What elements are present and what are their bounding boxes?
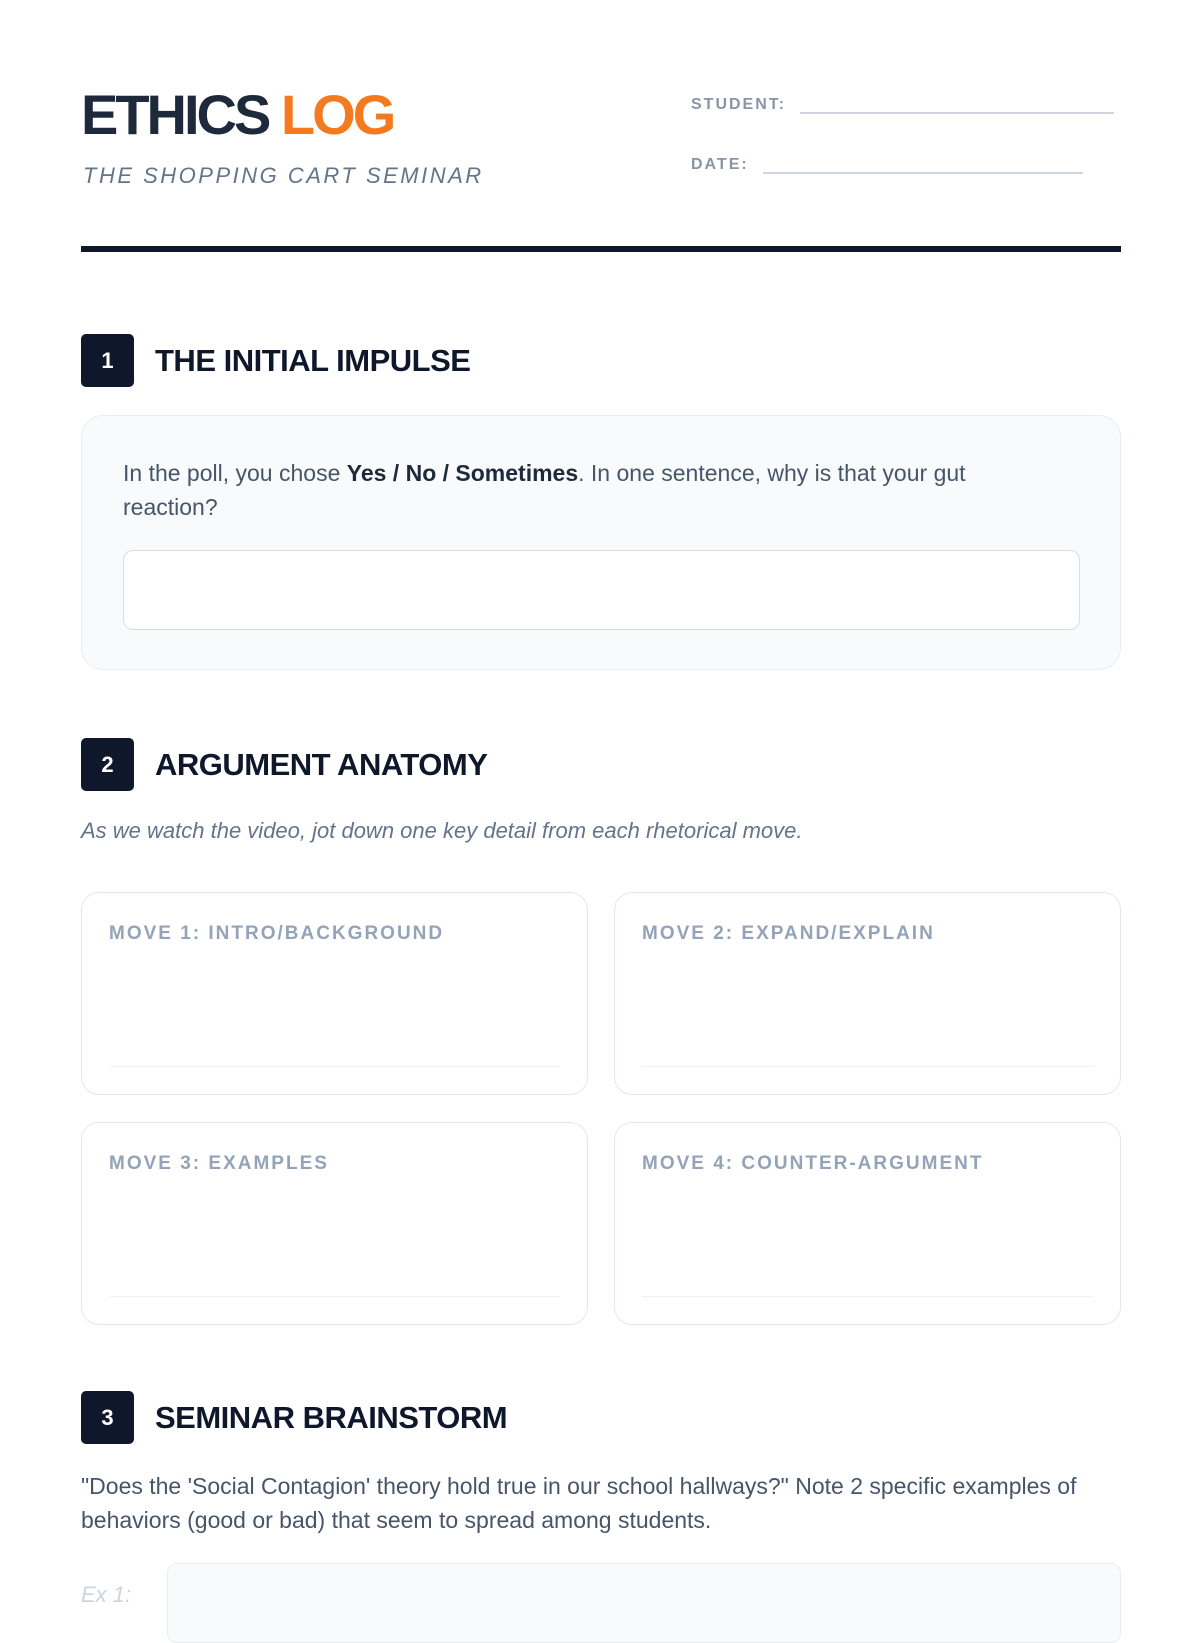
worksheet-subtitle: THE SHOPPING CART SEMINAR xyxy=(83,163,484,188)
move-2-label: MOVE 2: EXPAND/EXPLAIN xyxy=(642,923,935,944)
move-2-card[interactable] xyxy=(614,892,1121,1095)
worksheet-page xyxy=(81,0,1121,1607)
move-3-writing-line xyxy=(109,1296,560,1297)
section-1-title: THE INITIAL IMPULSE xyxy=(155,342,471,378)
gut-reaction-input[interactable] xyxy=(123,550,1080,630)
student-label: STUDENT: xyxy=(691,96,787,113)
section-3-heading xyxy=(81,1391,507,1444)
move-3-card[interactable] xyxy=(81,1122,588,1325)
date-label: DATE: xyxy=(691,156,749,173)
section-3-number: 3 xyxy=(81,1391,134,1444)
section-1-heading xyxy=(81,334,470,387)
move-2-writing-line xyxy=(642,1066,1093,1067)
section-2-title: ARGUMENT ANATOMY xyxy=(155,746,488,782)
worksheet-title xyxy=(81,80,393,150)
move-1-label: MOVE 1: INTRO/BACKGROUND xyxy=(109,923,445,944)
example-1-label: Ex 1: xyxy=(81,1582,132,1607)
title-ethics: ETHICS xyxy=(81,83,269,146)
header-divider xyxy=(81,246,1121,252)
initial-impulse-card xyxy=(81,415,1121,670)
date-line[interactable] xyxy=(763,152,1083,174)
move-4-card[interactable] xyxy=(614,1122,1121,1325)
example-1-input[interactable] xyxy=(167,1563,1121,1643)
title-log: LOG xyxy=(280,83,394,146)
move-3-label: MOVE 3: EXAMPLES xyxy=(109,1153,329,1174)
move-1-card[interactable] xyxy=(81,892,588,1095)
move-4-writing-line xyxy=(642,1296,1093,1297)
brainstorm-prompt: "Does the 'Social Contagion' theory hold true in our school hallways?" Note 2 specific examples of behaviors (good or bad) that seem to spread among students. xyxy=(81,1473,1077,1533)
student-field[interactable] xyxy=(691,92,1114,114)
poll-prompt-start: In the poll, you chose xyxy=(123,460,347,486)
move-1-writing-line xyxy=(109,1066,560,1067)
poll-choices: Yes / No / Sometimes xyxy=(346,460,579,486)
poll-prompt xyxy=(123,456,1053,524)
poll-prompt-end: . In one sentence, why is that your gut reaction? xyxy=(123,460,966,520)
student-name-line[interactable] xyxy=(800,92,1114,114)
video-instruction: As we watch the video, jot down one key detail from each rhetorical move. xyxy=(81,818,803,843)
section-2-heading xyxy=(81,738,487,791)
date-field[interactable] xyxy=(691,152,1083,174)
section-1-number: 1 xyxy=(81,334,134,387)
section-2-number: 2 xyxy=(81,738,134,791)
section-3-title: SEMINAR BRAINSTORM xyxy=(155,1399,508,1435)
move-4-label: MOVE 4: COUNTER-ARGUMENT xyxy=(642,1153,984,1174)
